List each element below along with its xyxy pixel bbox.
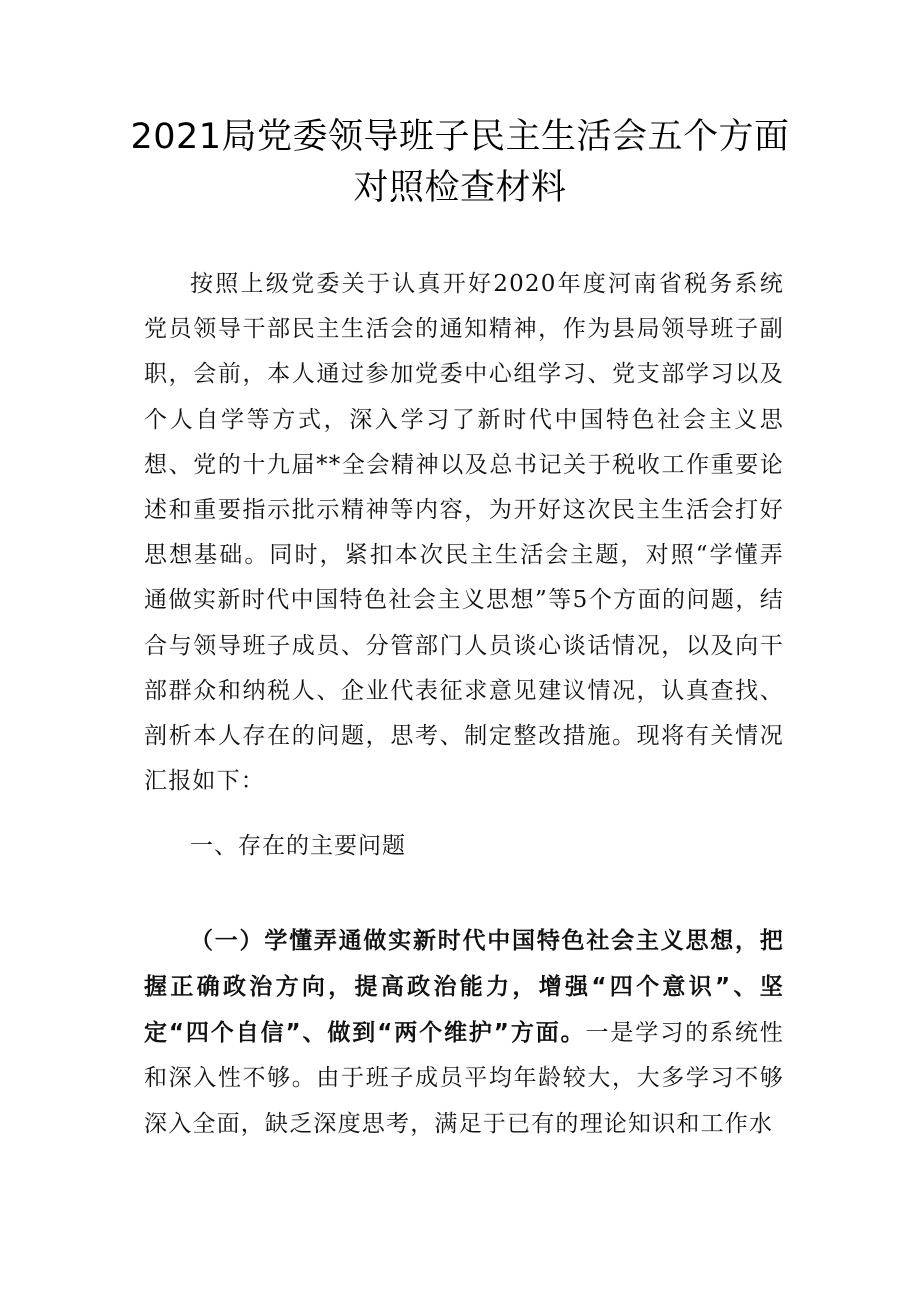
subsection-paragraph	[144, 919, 784, 1147]
intro-paragraph: 按照上级党委关于认真开好2020年度河南省税务系统党员领导干部民主生活会的通知精神，作为县局领导班子副职，会前，本人通过参加党委中心组学习、党支部学习以及个人自学等方式，深入学习了新时代中国特色社会主义思想、党的十九届**全会精神以及总书记关于税收工作重要论述和重要指示批示精神等内容，为开好这次民主生活会打好思想基础。同时，紧扣本次民主生活会主题，对照“学懂弄通做实新时代中国特色社会主义思想”等5个方面的问题，结合与领导班子成员、分管部门人员谈心谈话情况，以及向干部群众和纳税人、企业代表征求意见建议情况，认真查找、剖析本人存在的问题，思考、制定整改措施。现将有关情况汇报如下：	[144, 271, 784, 795]
section-heading: 一、存在的主要问题	[190, 833, 406, 860]
subsection-lead: （一）学懂弄通做实新时代中国特色社会主义思想，把握正确政治方向，提高政治能力，增强“四个意识”、坚定“四个自信”、做到“两个维护”方面。	[144, 928, 784, 1046]
document-title: 2021局党委领导班子民主生活会五个方面对照检查材料	[130, 117, 790, 208]
subsection-text: 一是学习的系统性和深入性不够。由于班子成员平均年龄较大，大多学习不够深入全面，缺乏深度思考，满足于已有的理论知识和工作水	[144, 1019, 784, 1137]
document-body	[144, 262, 784, 1147]
